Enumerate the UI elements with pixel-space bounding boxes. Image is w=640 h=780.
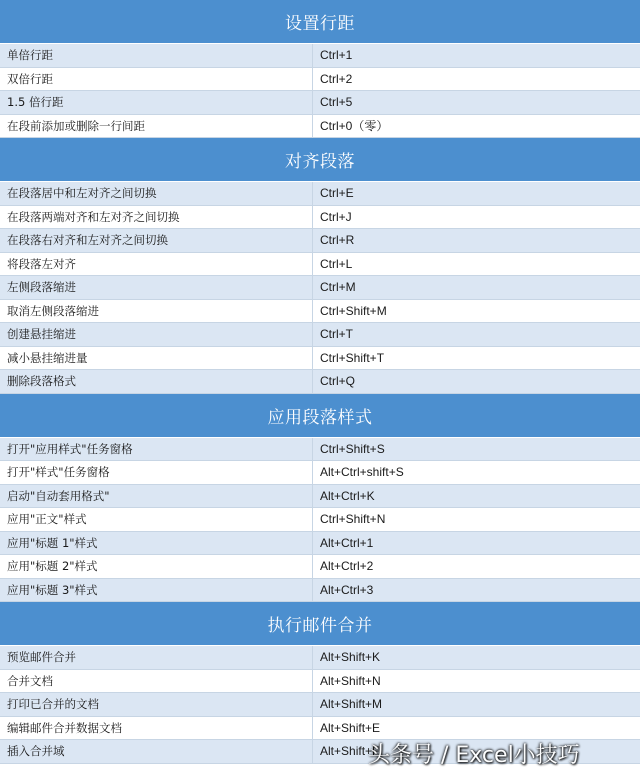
section-title: 对齐段落 bbox=[0, 138, 640, 182]
action-cell: 在段落两端对齐和左对齐之间切换 bbox=[0, 206, 313, 229]
action-cell: 打开"应用样式"任务窗格 bbox=[0, 438, 313, 461]
table-row bbox=[0, 579, 640, 603]
section-paragraph-styles bbox=[0, 394, 640, 603]
action-cell: 左侧段落缩进 bbox=[0, 276, 313, 299]
shortcut-cell: Ctrl+T bbox=[320, 327, 353, 342]
table-row bbox=[0, 670, 640, 694]
action-cell: 预览邮件合并 bbox=[0, 646, 313, 669]
shortcut-cell: Ctrl+5 bbox=[320, 95, 353, 110]
shortcut-cell: Alt+Shift+K bbox=[320, 650, 381, 665]
table-row bbox=[0, 532, 640, 556]
action-cell: 应用"标题 3"样式 bbox=[0, 579, 313, 602]
table-row bbox=[0, 461, 640, 485]
table-row bbox=[0, 646, 640, 670]
action-cell: 打印已合并的文档 bbox=[0, 693, 313, 716]
shortcut-cell: Ctrl+2 bbox=[320, 71, 353, 86]
table-row bbox=[0, 555, 640, 579]
action-cell: 打开"样式"任务窗格 bbox=[0, 461, 313, 484]
action-cell: 1.5 倍行距 bbox=[0, 91, 313, 114]
action-cell: 应用"正文"样式 bbox=[0, 508, 313, 531]
action-cell: 在段前添加或删除一行间距 bbox=[0, 115, 313, 138]
shortcut-cell: Alt+Shift+N bbox=[320, 673, 381, 688]
shortcut-cell: Ctrl+Shift+T bbox=[320, 350, 385, 365]
table-row bbox=[0, 253, 640, 277]
shortcut-cell: Ctrl+Q bbox=[320, 374, 356, 389]
table-row bbox=[0, 182, 640, 206]
action-cell: 删除段落格式 bbox=[0, 370, 313, 393]
action-cell: 在段落右对齐和左对齐之间切换 bbox=[0, 229, 313, 252]
action-cell: 启动"自动套用格式" bbox=[0, 485, 313, 508]
shortcut-cell: Ctrl+M bbox=[320, 280, 356, 295]
shortcut-cell: Ctrl+E bbox=[320, 186, 354, 201]
shortcut-cell: Alt+Ctrl+3 bbox=[320, 582, 374, 597]
section-align-paragraph bbox=[0, 138, 640, 394]
table-row bbox=[0, 276, 640, 300]
action-cell: 取消左侧段落缩进 bbox=[0, 300, 313, 323]
shortcut-cell: Ctrl+0（零） bbox=[320, 119, 389, 134]
shortcut-cell: Ctrl+1 bbox=[320, 48, 353, 63]
shortcut-cell: Alt+Shift+E bbox=[320, 720, 381, 735]
action-cell: 单倍行距 bbox=[0, 44, 313, 67]
action-cell: 将段落左对齐 bbox=[0, 253, 313, 276]
table-row bbox=[0, 68, 640, 92]
table-row bbox=[0, 693, 640, 717]
shortcut-cell: Ctrl+R bbox=[320, 233, 355, 248]
table-row bbox=[0, 229, 640, 253]
table-row bbox=[0, 91, 640, 115]
shortcut-cell: Ctrl+J bbox=[320, 209, 352, 224]
action-cell: 编辑邮件合并数据文档 bbox=[0, 717, 313, 740]
action-cell: 创建悬挂缩进 bbox=[0, 323, 313, 346]
shortcut-cell: Alt+Ctrl+K bbox=[320, 488, 375, 503]
shortcut-cell: Ctrl+Shift+S bbox=[320, 441, 385, 456]
shortcut-cell: Alt+Ctrl+2 bbox=[320, 559, 374, 574]
shortcut-cell: Alt+Ctrl+1 bbox=[320, 535, 374, 550]
shortcut-cell: Alt+Shift+M bbox=[320, 697, 383, 712]
shortcut-cell: Alt+Shift+F bbox=[320, 744, 380, 759]
action-cell: 双倍行距 bbox=[0, 68, 313, 91]
action-cell: 插入合并域 bbox=[0, 740, 313, 763]
action-cell: 合并文档 bbox=[0, 670, 313, 693]
action-cell: 应用"标题 1"样式 bbox=[0, 532, 313, 555]
table-row bbox=[0, 508, 640, 532]
shortcut-cell: Ctrl+L bbox=[320, 256, 353, 271]
section-line-spacing bbox=[0, 0, 640, 138]
section-title: 应用段落样式 bbox=[0, 394, 640, 438]
section-title: 执行邮件合并 bbox=[0, 602, 640, 646]
action-cell: 减小悬挂缩进量 bbox=[0, 347, 313, 370]
table-row bbox=[0, 323, 640, 347]
table-row bbox=[0, 347, 640, 371]
table-row bbox=[0, 370, 640, 394]
table-row bbox=[0, 206, 640, 230]
shortcut-cell: Ctrl+Shift+M bbox=[320, 303, 387, 318]
action-cell: 在段落居中和左对齐之间切换 bbox=[0, 182, 313, 205]
table-row bbox=[0, 485, 640, 509]
action-cell: 应用"标题 2"样式 bbox=[0, 555, 313, 578]
table-row bbox=[0, 115, 640, 139]
shortcut-cell: Ctrl+Shift+N bbox=[320, 512, 386, 527]
table-row bbox=[0, 438, 640, 462]
section-title: 设置行距 bbox=[0, 0, 640, 44]
watermark-text: 头条号 / Excel小技巧 bbox=[368, 742, 580, 768]
shortcut-cell: Alt+Ctrl+shift+S bbox=[320, 465, 404, 480]
table-row bbox=[0, 44, 640, 68]
table-row bbox=[0, 300, 640, 324]
